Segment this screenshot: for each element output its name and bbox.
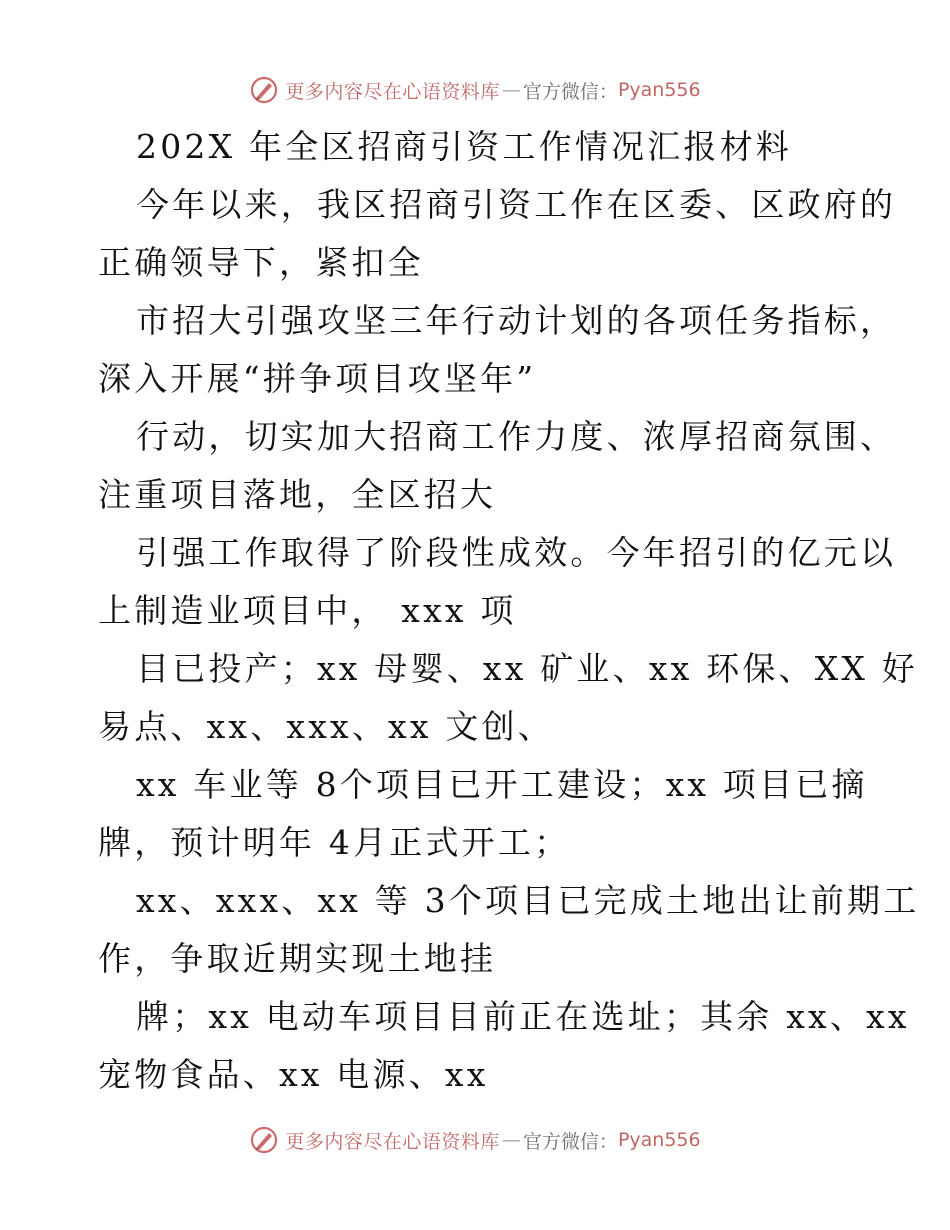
text-line: xx、xxx、xx 等 3个项目已完成土地出让前期工 <box>136 881 920 920</box>
header-watermark <box>0 72 950 108</box>
text-line: 牌；xx 电动车项目目前正在选址；其余 xx、xx <box>136 997 910 1036</box>
text-line: 今年以来，我区招商引资工作在区委、区政府的 <box>136 185 897 224</box>
text-line: 牌，预计明年 4月正式开工； <box>98 823 571 862</box>
watermark-text: 更多内容尽在心语资料库 <box>285 80 500 103</box>
text-line: 市招大引强攻坚三年行动计划的各项任务指标， <box>136 301 897 340</box>
text-line: 目已投产；xx 母婴、xx 矿业、xx 环保、XX 好 <box>136 649 919 688</box>
document-body <box>98 118 920 1104</box>
footer-watermark <box>0 1122 950 1158</box>
text-line: 宠物食品、xx 电源、xx <box>98 1055 489 1094</box>
text-line: 行动，切实加大招商工作力度、浓厚招商氛围、 <box>136 417 897 456</box>
text-line: 引强工作取得了阶段性成效。今年招引的亿元以 <box>136 533 897 572</box>
text-line: 深入开展“拼争项目攻坚年” <box>98 359 537 398</box>
watermark-separator: — <box>501 1129 521 1151</box>
watermark-separator: — <box>501 79 521 101</box>
watermark-label: 官方微信： <box>522 80 618 103</box>
watermark-text: 更多内容尽在心语资料库 <box>285 1130 500 1153</box>
watermark-wechat-id: Pyan556 <box>617 1129 701 1151</box>
text-line: 作，争取近期实现土地挂 <box>98 939 497 978</box>
text-line: 注重项目落地，全区招大 <box>98 475 497 514</box>
watermark-wechat-id: Pyan556 <box>617 79 701 101</box>
text-line: 上制造业项目中， xxx 项 <box>98 591 517 630</box>
text-line: 易点、xx、xxx、xx 文创、 <box>98 707 554 746</box>
text-line: xx 车业等 8个项目已开工建设；xx 项目已摘 <box>136 765 868 804</box>
pen-logo-icon <box>249 75 279 105</box>
document-title: 202X 年全区招商引资工作情况汇报材料 <box>136 127 792 166</box>
watermark-label: 官方微信： <box>522 1130 618 1153</box>
pen-logo-icon <box>249 1125 279 1155</box>
text-line: 正确领导下，紧扣全 <box>98 243 424 282</box>
